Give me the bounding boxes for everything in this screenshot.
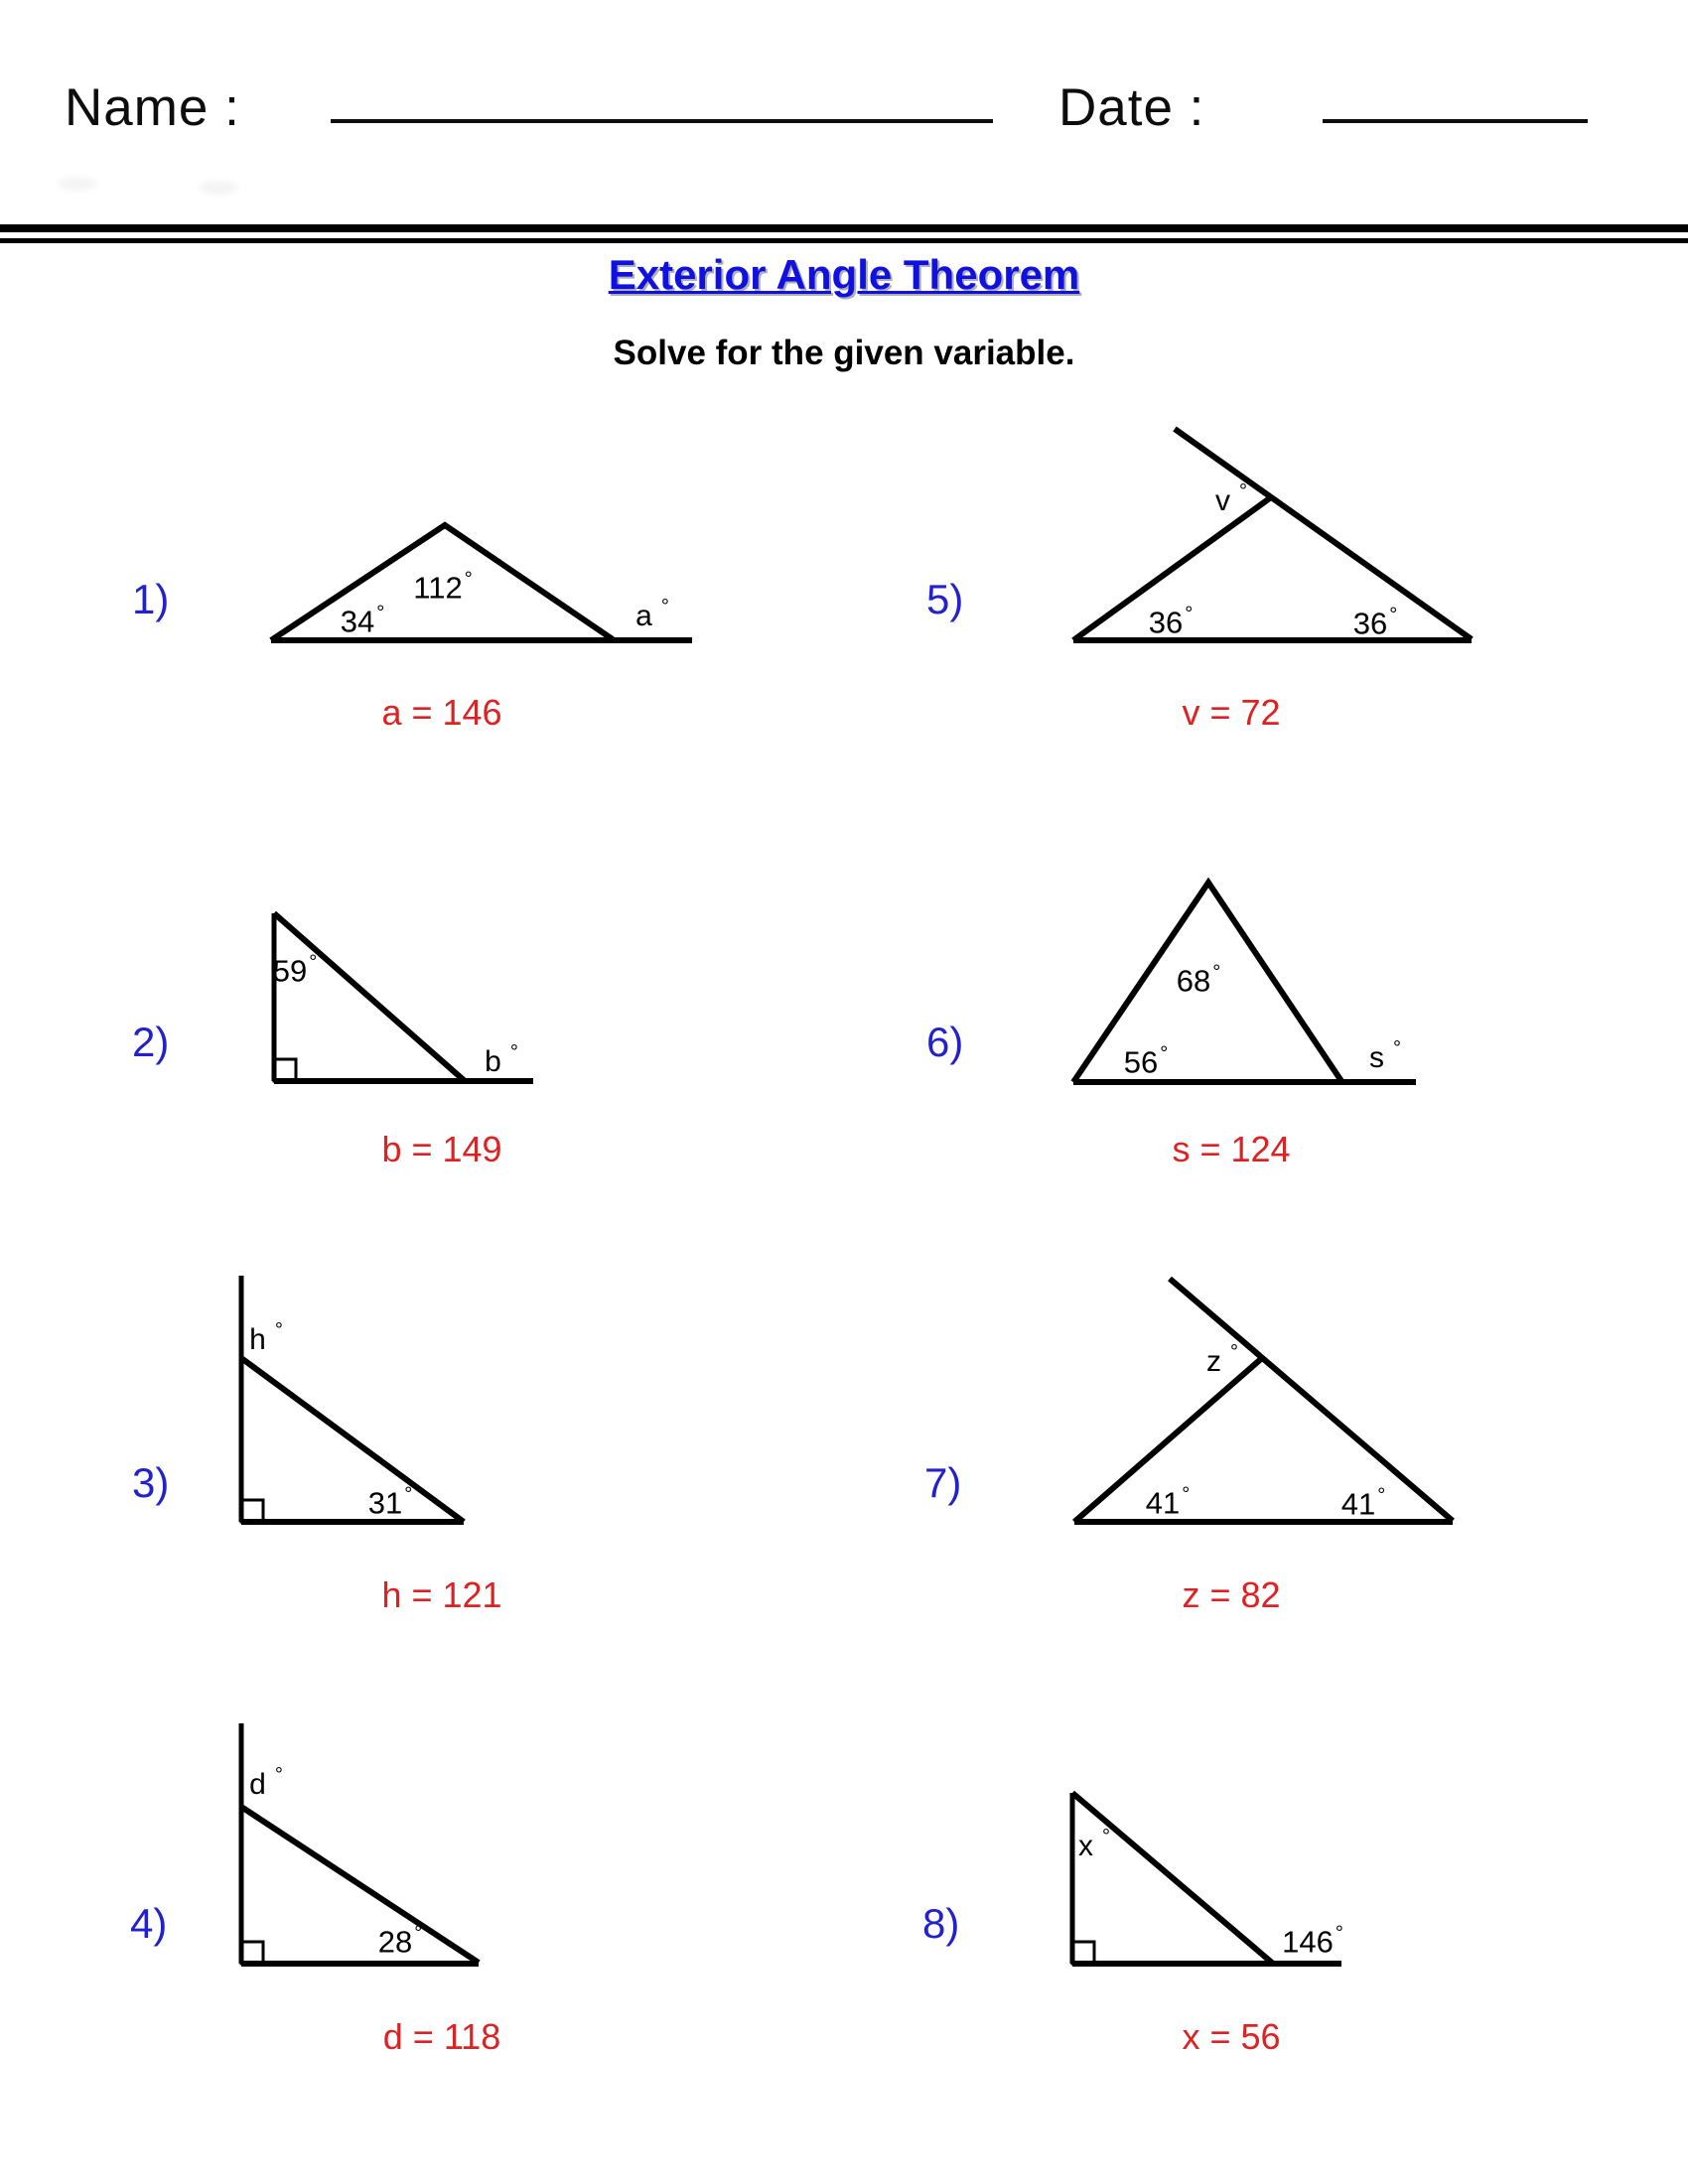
- problem-number-8: 8): [922, 1900, 960, 1947]
- angle-label: 68 °: [1176, 961, 1221, 999]
- degree-symbol: °: [1212, 961, 1221, 984]
- angle-label: 36 °: [1148, 603, 1194, 640]
- degree-symbol: °: [1335, 1922, 1343, 1945]
- variable-angle-label: b °: [485, 1041, 518, 1078]
- answer-text-6: s = 124: [1172, 1129, 1291, 1169]
- degree-symbol: °: [1185, 603, 1194, 625]
- triangle-hypotenuse: [274, 913, 464, 1080]
- right-angle-marker: [274, 1059, 296, 1081]
- degree-symbol: °: [1377, 1484, 1386, 1507]
- degree-symbol: °: [376, 602, 385, 624]
- angle-label: 28 °: [377, 1922, 423, 1960]
- degree-symbol: °: [1182, 1483, 1191, 1506]
- angle-label: 59 °: [272, 951, 318, 989]
- problem-number-1: 1): [132, 576, 170, 622]
- problem-number-4: 4): [130, 1900, 168, 1947]
- problem-number-7: 7): [924, 1459, 962, 1506]
- triangle-figure-3: [241, 1276, 464, 1522]
- answer-text-7: z = 82: [1182, 1574, 1281, 1615]
- variable-angle-label: h °: [249, 1319, 283, 1356]
- degree-symbol: °: [464, 568, 473, 591]
- degree-symbol: °: [1102, 1826, 1110, 1847]
- right-angle-marker: [241, 1942, 263, 1964]
- right-angle-marker: [241, 1500, 263, 1522]
- answer-text-4: d = 118: [382, 2016, 501, 2057]
- triangle-figure-4: [241, 1723, 479, 1964]
- answer-text-5: v = 72: [1182, 692, 1281, 733]
- degree-symbol: °: [1160, 1042, 1169, 1065]
- degree-symbol: °: [414, 1922, 423, 1945]
- degree-symbol: °: [1389, 604, 1398, 626]
- angle-label: 31 °: [367, 1483, 413, 1521]
- variable-angle-label: d °: [249, 1764, 283, 1801]
- problem-number-2: 2): [132, 1019, 170, 1065]
- triangle-hypotenuse: [241, 1807, 479, 1963]
- angle-label: 56 °: [1123, 1042, 1169, 1080]
- triangle-hypotenuse: [241, 1358, 464, 1522]
- triangle-figure-5: [1073, 429, 1472, 640]
- right-angle-marker: [1072, 1942, 1094, 1964]
- angle-label: 112 °: [413, 568, 473, 606]
- date-label: Date :: [1058, 78, 1205, 137]
- variable-angle-label: v °: [1215, 480, 1247, 517]
- degree-symbol: °: [404, 1483, 413, 1506]
- variable-angle-label: z °: [1206, 1341, 1238, 1378]
- angle-label: 146 °: [1282, 1922, 1343, 1960]
- answer-text-2: b = 149: [381, 1129, 502, 1169]
- angle-label: 41 °: [1340, 1484, 1386, 1522]
- degree-symbol: °: [509, 1041, 518, 1063]
- variable-angle-label: s °: [1369, 1037, 1401, 1074]
- problem-number-5: 5): [926, 576, 964, 622]
- problem-number-3: 3): [132, 1459, 170, 1506]
- worksheet-title: Exterior Angle Theorem: [608, 251, 1080, 298]
- answer-text-8: x = 56: [1182, 2016, 1281, 2057]
- name-label: Name :: [65, 78, 240, 137]
- triangle-figure-1: [271, 525, 692, 640]
- degree-symbol: °: [1393, 1037, 1401, 1059]
- degree-symbol: °: [274, 1764, 283, 1786]
- variable-angle-label: a °: [635, 596, 669, 632]
- degree-symbol: °: [1230, 1341, 1238, 1363]
- degree-symbol: °: [660, 596, 669, 617]
- angle-label: 41 °: [1145, 1483, 1191, 1521]
- triangle-figure-7: [1074, 1279, 1453, 1522]
- degree-symbol: °: [1239, 480, 1247, 502]
- angle-label: 34 °: [340, 602, 385, 639]
- degree-symbol: °: [274, 1319, 283, 1341]
- problem-number-6: 6): [926, 1019, 964, 1065]
- variable-angle-label: x °: [1078, 1826, 1110, 1862]
- degree-symbol: °: [309, 951, 318, 974]
- answer-text-3: h = 121: [381, 1574, 502, 1615]
- angle-label: 36 °: [1352, 604, 1398, 641]
- worksheet-instructions: Solve for the given variable.: [613, 334, 1075, 372]
- answer-text-1: a = 146: [381, 692, 502, 733]
- triangle-hypotenuse: [1072, 1793, 1272, 1963]
